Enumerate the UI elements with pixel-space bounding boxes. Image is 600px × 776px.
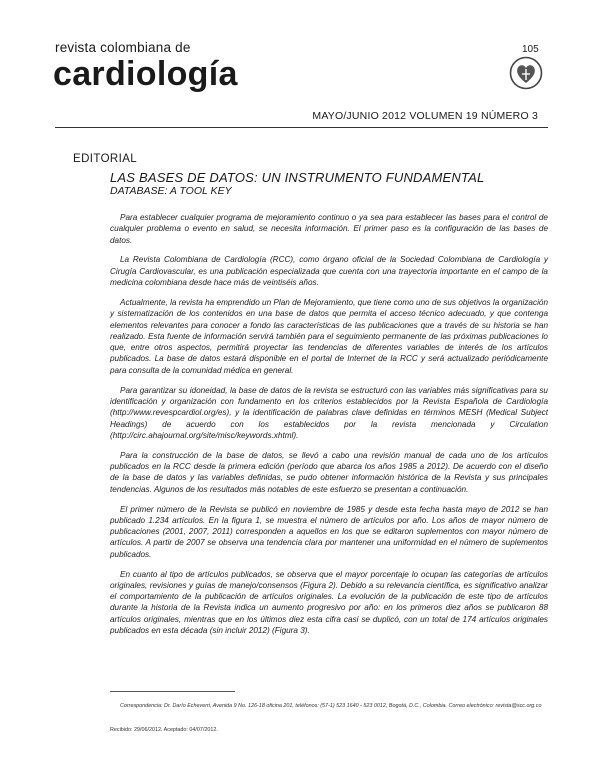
correspondence-note: Correspondencia: Dr. Darío Echeverri, Avenida 9 No. 126-18 oficina 201, teléfonos: (57-1) 523 1640 - 523 0012, Bogotá, D.C., Colombia. Correo electrónico: revista@scc.org.co	[120, 703, 542, 709]
paragraph: Para la construcción de la base de datos, se llevó a cabo una revisión manual de cada uno de los artículos publicados en la RCC desde la primera edición (período que abarca los años 1985 a 2012). De acuerdo con el diseño de la base de datos y las variables definidas, se pudo obtener información histórica de la Revista y sus principales tendencias. Algunos de los resultados más notables de este esfuerzo se presentan a continuación.	[110, 450, 548, 494]
article-subtitle: DATABASE: A TOOL KEY	[110, 185, 232, 197]
footnote-divider	[110, 691, 235, 692]
page-number: 105	[522, 44, 539, 55]
paragraph: En cuanto al tipo de artículos publicados, se observa que el mayor porcentaje lo ocupan las categorías de artículos originales, revisiones y guías de manejo/consensos (Figura 2). Debido a su relevancia científica, es significativo analizar el comportamiento de la publicación de artículos originales. La evolución de la publicación de este tipo de artículos durante la historia de la Revista indica un aumento progresivo por año: en los primeros diez años se publicaron 88 artículos originales, mientras que en los últimos diez esta cifra casi se duplicó, con un total de 174 artículos originales publicados en esta década (sin incluir 2012) (Figura 3).	[110, 569, 548, 636]
header-divider	[55, 127, 548, 128]
article-body	[110, 212, 548, 645]
journal-prefix: revista colombiana de	[55, 40, 191, 55]
article-title: LAS BASES DE DATOS: UN INSTRUMENTO FUNDAMENTAL	[110, 170, 485, 185]
journal-name: cardiología	[53, 55, 238, 93]
paragraph: Actualmente, la revista ha emprendido un Plan de Mejoramiento, que tiene como uno de sus objetivos la organización y sistematización de los contenidos en una base de datos que permita el acceso técnico adecuado, y que contenga elementos relevantes para conocer a fondo las características de las publicaciones que a través de su historia se han realizado. Esta fuente de información servirá también para el seguimiento permanente de las próximas publicaciones lo que, entre otros aspectos, permitirá proyectar las tendencias de diferentes variables de interés de los artículos publicados. La base de datos estará disponible en el portal de Internet de la RCC y será actualizado periódicamente para consulta de la comunidad médica en general.	[110, 297, 548, 375]
footnote	[110, 702, 548, 710]
paragraph: Para establecer cualquier programa de mejoramiento continuo o ya sea para establecer las bases para el control de cualquier problema o evento en salud, se necesita información. El primer paso es la configuración de las bases de datos.	[110, 213, 548, 245]
section-label: EDITORIAL	[73, 153, 138, 165]
paragraph: La Revista Colombiana de Cardiología (RCC), como órgano oficial de la Sociedad Colombiana de Cardiología y Cirugía Cardiovascular, es una publicación especializada que cuenta con una trayectoria importante en el campo de la medicina colombiana desde hace más de veintiséis años.	[110, 255, 548, 288]
paragraph: El primer número de la Revista se publicó en noviembre de 1985 y desde esta fecha hasta mayo de 2012 se han publicado 1.234 artículos. En la figura 1, se muestra el número de artículos por año. Los años de mayor número de publicaciones (2001, 2007, 2011) corresponden a aquellos en los que se editaron suplementos con mayor número de artículos. A partir de 2007 se observa una tendencia clara por mantener una uniformidad en el número de suplementos publicados.	[110, 504, 548, 559]
received-dates: Recibido: 29/06/2012. Aceptado: 04/07/2012.	[110, 727, 218, 733]
heart-seal-icon	[509, 56, 543, 90]
issue-info: MAYO/JUNIO 2012 VOLUMEN 19 NÚMERO 3	[312, 110, 538, 122]
paragraph: Para garantizar su idoneidad, la base de datos de la revista se estructuró con las variables más significativas para su identificación y organización con fundamento en los criterios establecidos por la Revista Española de Cardiología (http://www.revespcardiol.org/es), y la identificación de palabras clave definidas en términos MESH (Medical Subject Headings) de acuerdo con los establecidos por la revista mencionada y Circulation (http://circ.ahajournal.org/site/misc/keywords.xhtml).	[110, 385, 548, 440]
